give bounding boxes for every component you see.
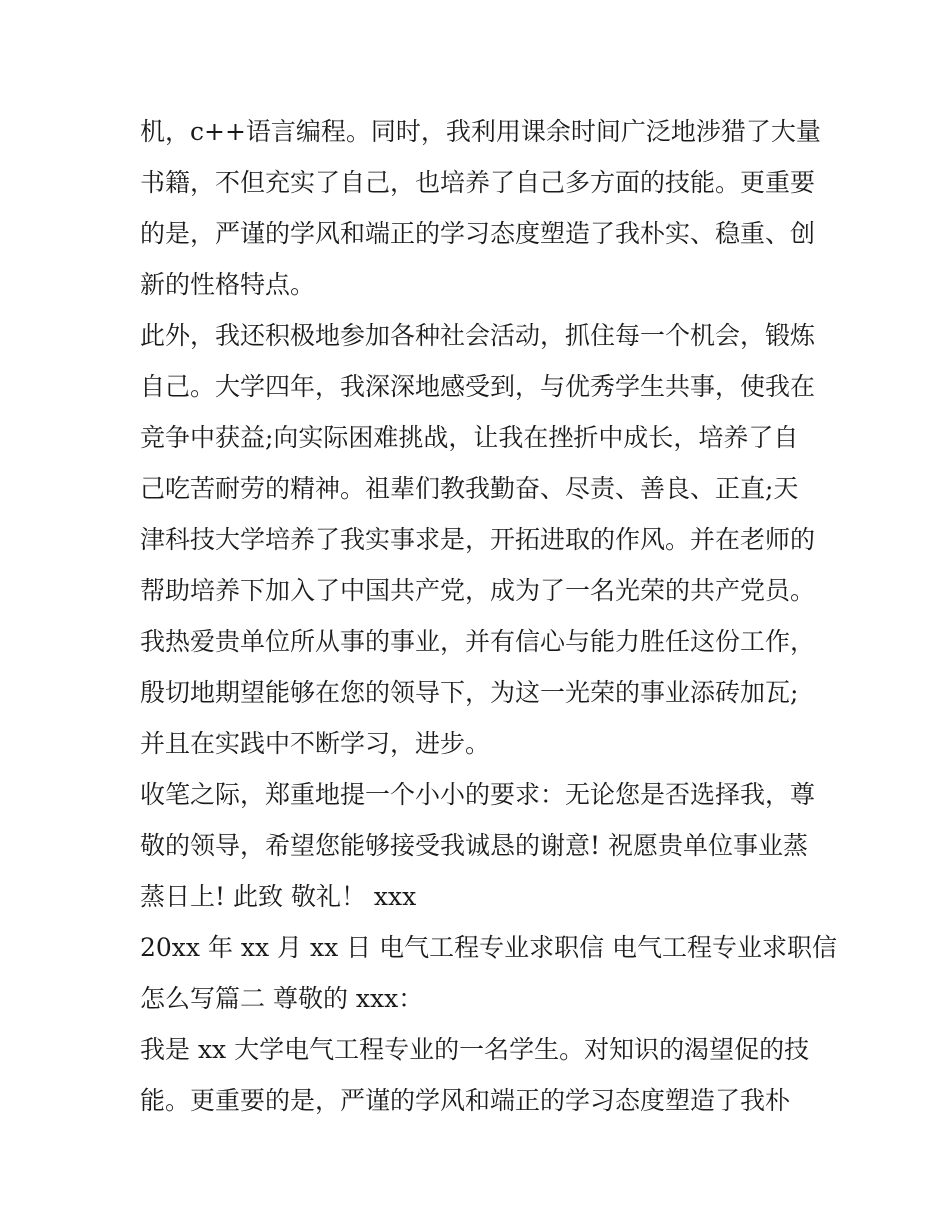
text-line: 蒸日上! 此致 敬礼！ xxx: [140, 882, 417, 911]
text-line: 并且在实践中不断学习，进步。: [140, 729, 491, 758]
text-line: 能。更重要的是，严谨的学风和端正的学习态度塑造了我朴: [140, 1086, 791, 1115]
letter-body: [140, 106, 840, 1126]
text-line: 新的性格特点。: [140, 270, 316, 299]
text-line: 殷切地期望能够在您的领导下，为这一光荣的事业添砖加瓦;: [140, 678, 799, 707]
text-line: 收笔之际，郑重地提一个小小的要求：无论您是否选择我，尊: [140, 780, 816, 809]
text-line: 机，c++语言编程。同时，我利用课余时间广泛地涉猎了大量: [140, 117, 821, 146]
text-line: 竞争中获益;向实际困难挑战，让我在挫折中成长，培养了自: [140, 423, 799, 452]
text-line: 我热爱贵单位所从事的事业，并有信心与能力胜任这份工作，: [140, 627, 816, 656]
text-line: 自己。大学四年，我深深地感受到，与优秀学生共事，使我在: [140, 372, 816, 401]
text-line: 帮助培养下加入了中国共产党，成为了一名光荣的共产党员。: [140, 576, 816, 605]
text-line: 此外，我还积极地参加各种社会活动，抓住每一个机会，锻炼: [140, 321, 816, 350]
text-line: 津科技大学培养了我实事求是，开拓进取的作风。并在老师的: [140, 525, 816, 554]
text-line: 怎么写篇二 尊敬的 xxx：: [140, 984, 424, 1013]
text-line: 己吃苦耐劳的精神。祖辈们教我勤奋、尽责、善良、正直;天: [140, 474, 799, 503]
text-line: 的是，严谨的学风和端正的学习态度塑造了我朴实、稳重、创: [140, 219, 816, 248]
text-line: 书籍，不但充实了自己，也培养了自己多方面的技能。更重要: [140, 168, 816, 197]
text-line: 20xx 年 xx 月 xx 日 电气工程专业求职信 电气工程专业求职信: [140, 933, 838, 962]
text-line: 我是 xx 大学电气工程专业的一名学生。对知识的渴望促的技: [140, 1035, 810, 1064]
text-line: 敬的领导，希望您能够接受我诚恳的谢意! 祝愿贵单位事业蒸: [140, 831, 808, 860]
